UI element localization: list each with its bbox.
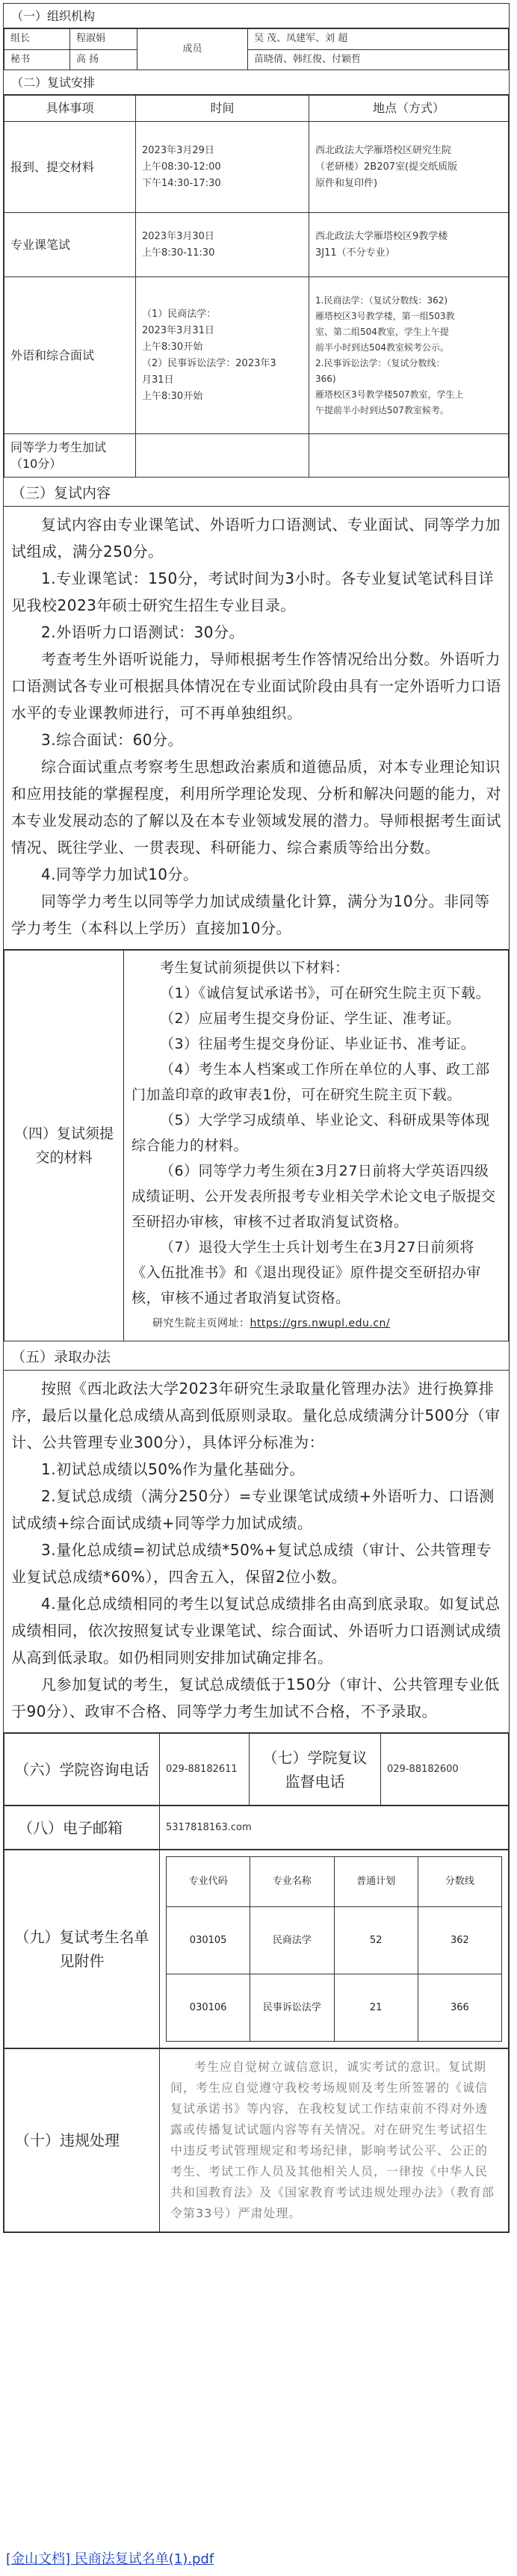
schedule-time [136, 122, 309, 213]
email-value: 5317818163.com [160, 1806, 509, 1850]
quota-header: 专业名称 [250, 1857, 334, 1907]
schedule-time [136, 434, 309, 478]
quota-cell: 21 [334, 1974, 418, 2042]
time-line: 上午8:30开始 [142, 341, 203, 353]
quota-cell: 362 [418, 1907, 501, 1974]
schedule-table [4, 95, 509, 478]
place-line: 西北政法大学雁塔校区研究生院 [315, 144, 452, 156]
role-secretary: 秘书 [4, 49, 70, 70]
admission-paragraph: 3.量化总成绩=初试总成绩*50%+复试总成绩（审计、公共管理专业复试总成绩*60%），四舍五入，保留2位小数。 [11, 1541, 492, 1586]
email-label: （八）电子邮箱 [4, 1806, 160, 1850]
content-paragraph: 综合面试重点考察考生思想政治素质和道德品质，对本专业理论知识和应用技能的掌握程度，利用所学理论发现、分析和解决问题的能力，对本专业发展动态的了解以及在本专业领域发展的潜力。导师根据考生面试情况、既往学业、一贯表现、科研能力、综合素质等给出分数。 [11, 758, 501, 856]
quota-header: 分数线 [418, 1857, 501, 1907]
materials-item: （5）大学学习成绩单、毕业论文、科研成果等体现综合能力的材料。 [131, 1112, 490, 1154]
place-line: 雁塔校区3号教学楼，第一组503教 [315, 310, 455, 321]
secretary-name: 高 扬 [70, 49, 137, 70]
time-line: 上午8:30开始 [142, 390, 203, 402]
admission-body [4, 1371, 509, 1733]
content-paragraph: 同等学力考生以同等学力加试成绩量化计算，满分为10分。非同等学力考生（本科以上学历）直接加10分。 [11, 892, 490, 937]
place-line: 原件和复印件) [315, 177, 378, 189]
time-line: （1）民商法学： [142, 308, 217, 320]
materials-item: （2）应届考生提交身份证、学生证、准考证。 [160, 1010, 461, 1027]
materials-label: （四）复试须提交的材料 [4, 951, 124, 1341]
schedule-header-place: 地点（方式） [309, 96, 509, 122]
schedule-item: 外语和综合面试 [4, 277, 136, 434]
section-content-title: （三）复试内容 [4, 478, 509, 507]
content-paragraph: 考查考生外语听说能力，导师根据考生作答情况给出分数。外语听力口语测试各专业可根据具体情况在专业面试阶段由具有一定外语听力口语水平的专业课教师进行，可不再单独组织。 [11, 650, 501, 722]
content-paragraph: 复试内容由专业课笔试、外语听力口语测试、专业面试、同等学力加试组成，满分250分。 [11, 516, 501, 560]
url-label: 研究生院主页网址： [152, 1318, 250, 1329]
time-line: 2023年3月31日 [142, 324, 214, 336]
violation-table [4, 2048, 509, 2232]
supervision-phone-number: 029-88182600 [381, 1734, 509, 1806]
violation-text: 考生应自觉树立诚信意识，诚实考试的意识。复试期间，考生应自觉遵守我校考场规则及考生所签署的《诚信复试承诺书》等内容，在我校复试工作结束前不得对外透露或传播复试试题内容等有关情况。对在研究生考试招生中违反考试管理规定和考场纪律，影响考试公平、公正的考生、考试工作人员及其他相关人员，一律按《中华人民共和国教育法》及《国家教育考试违规处理办法》（教育部令第33号）严肃处理。 [160, 2049, 509, 2232]
schedule-time [136, 277, 309, 434]
quota-header: 专业代码 [167, 1857, 250, 1907]
content-paragraph: 3.综合面试：60分。 [41, 731, 184, 749]
consult-phone-label: （六）学院咨询电话 [4, 1734, 160, 1806]
time-line: 2023年3月29日 [142, 144, 214, 156]
schedule-item: 报到、提交材料 [4, 122, 136, 213]
materials-item: （7）退役大学生士兵计划考生在3月27日前须将《入伍批准书》和《退出现役证》原件提交至研招办审核，审核不通过者取消复试资格。 [131, 1239, 482, 1306]
organization-table [4, 28, 509, 70]
section-schedule-title: （二）复试安排 [4, 70, 509, 95]
quota-cell: 030106 [167, 1974, 250, 2042]
email-table [4, 1806, 509, 1850]
content-paragraph: 2.外语听力口语测试：30分。 [41, 623, 245, 641]
attachment-link[interactable]: [金山文档] 民商法复试名单(1).pdf [6, 2551, 214, 2567]
violation-label: （十）违规处理 [4, 2049, 160, 2232]
time-line: 下午14:30-17:30 [142, 177, 221, 189]
materials-item: （1）《诚信复试承诺书》，可在研究生院主页下载。 [160, 985, 491, 1001]
place-line: （老研楼）2B207室(提交纸质版 [315, 161, 458, 173]
supervision-phone-label: （七）学院复议监督电话 [250, 1734, 381, 1806]
materials-table [4, 950, 509, 1341]
contact-phone-table [4, 1733, 509, 1806]
leader-name: 程淑娟 [70, 29, 137, 50]
quota-table [166, 1856, 502, 2042]
time-line: （2）民事诉讼法学：2023年3 [142, 357, 276, 369]
time-line: 上午8:30-11:30 [142, 247, 215, 259]
candidate-list-label: （九）复试考生名单见附件 [4, 1850, 160, 2048]
time-line: 月31日 [142, 374, 174, 386]
schedule-place [309, 122, 509, 213]
schedule-header-time: 时间 [136, 96, 309, 122]
time-line: 上午08:30-12:00 [142, 161, 221, 173]
materials-item: （4）考生本人档案或工作所在单位的人事、政工部门加盖印章的政审表1份，可在研究生院主页下载。 [131, 1061, 490, 1103]
place-line: 雁塔校区3号教学楼507教室，学生上 [315, 389, 464, 400]
document-page [3, 3, 510, 2233]
place-line: 西北政法大学雁塔校区9教学楼 [315, 230, 448, 242]
content-body [4, 507, 509, 950]
candidate-list-cell [160, 1850, 509, 2048]
admission-paragraph: 凡参加复试的考生，复试总成绩低于150分（审计、公共管理专业低于90分）、政审不合格、同等学力考生加试不合格，不予录取。 [11, 1675, 500, 1720]
materials-item: 考生复试前须提供以下材料： [160, 960, 350, 976]
quota-cell: 52 [334, 1907, 418, 1974]
materials-url-line [131, 1311, 501, 1336]
schedule-place [309, 277, 509, 434]
schedule-item: 同等学力考生加试（10分） [4, 434, 136, 478]
quota-cell: 民事诉讼法学 [250, 1974, 334, 2042]
members-label: 成员 [137, 29, 248, 70]
schedule-place [309, 213, 509, 277]
place-line: 366) [315, 373, 336, 384]
place-line: 午提前半小时到达507教室候考。 [315, 404, 449, 416]
admission-paragraph: 4.量化总成绩相同的考生以复试总成绩排名由高到底录取。如复试总成绩相同，依次按照复试专业课笔试、综合面试、外语听力口语测试成绩从高到低录取。如仍相同则安排加试确定排名。 [11, 1595, 501, 1667]
place-line: 1.民商法学：（复试分数线：362) [315, 294, 448, 306]
schedule-time [136, 213, 309, 277]
materials-item: （6）同等学力考生须在3月27日前将大学英语四级成绩证明、公开发表所报考专业相关学术论文电子版提交至研招办审核，审核不过者取消复试资格。 [131, 1163, 496, 1230]
admission-paragraph: 1.初试总成绩以50%作为量化基础分。 [41, 1460, 306, 1478]
content-paragraph: 4.同等学力加试10分。 [41, 865, 199, 883]
section-admission-title: （五）录取办法 [4, 1341, 509, 1371]
quota-cell: 366 [418, 1974, 501, 2042]
materials-list [124, 951, 509, 1341]
schedule-place [309, 434, 509, 478]
consult-phone-number: 029-88182611 [160, 1734, 250, 1806]
quota-header: 普通计划 [334, 1857, 418, 1907]
time-line: 2023年3月30日 [142, 230, 214, 242]
materials-item: （3）往届考生提交身份证、毕业证书、准考证。 [160, 1036, 476, 1052]
admission-paragraph: 2.复试总成绩（满分250分）=专业课笔试成绩+外语听力、口语测试成绩+综合面试成绩+同等学力加试成绩。 [11, 1487, 495, 1532]
place-line: 前半小时到达504教室候考公示。 [315, 342, 449, 353]
admission-paragraph: 按照《西北政法大学2023年研究生录取量化管理办法》进行换算排序，最后以量化总成绩从高到低原则录取。量化总成绩满分计500分（审计、公共管理专业300分），具体评分标准为： [11, 1380, 501, 1451]
quota-cell: 民商法学 [250, 1907, 334, 1974]
place-line: 室、第二组504教室，学生上午提 [315, 326, 449, 337]
members-line-1: 吴 茂、凤建军、刘 超 [248, 29, 509, 50]
schedule-item: 专业课笔试 [4, 213, 136, 277]
members-line-2: 苗晓倩、韩红俊、付颖哲 [248, 49, 509, 70]
content-paragraph: 1.专业课笔试：150分，考试时间为3小时。各专业复试笔试科目详见我校2023年硕士研究生招生专业目录。 [11, 569, 494, 614]
grs-url-link[interactable]: https://grs.nwupl.edu.cn/ [250, 1318, 391, 1329]
place-line: 2.民事诉讼法学：（复试分数线： [315, 357, 445, 368]
section-organization-title: （一）组织机构 [4, 4, 509, 28]
candidate-list-table [4, 1850, 509, 2048]
quota-cell: 030105 [167, 1907, 250, 1974]
place-line: 3J11（不分专业） [315, 247, 395, 259]
role-leader: 组长 [4, 29, 70, 50]
schedule-header-item: 具体事项 [4, 96, 136, 122]
